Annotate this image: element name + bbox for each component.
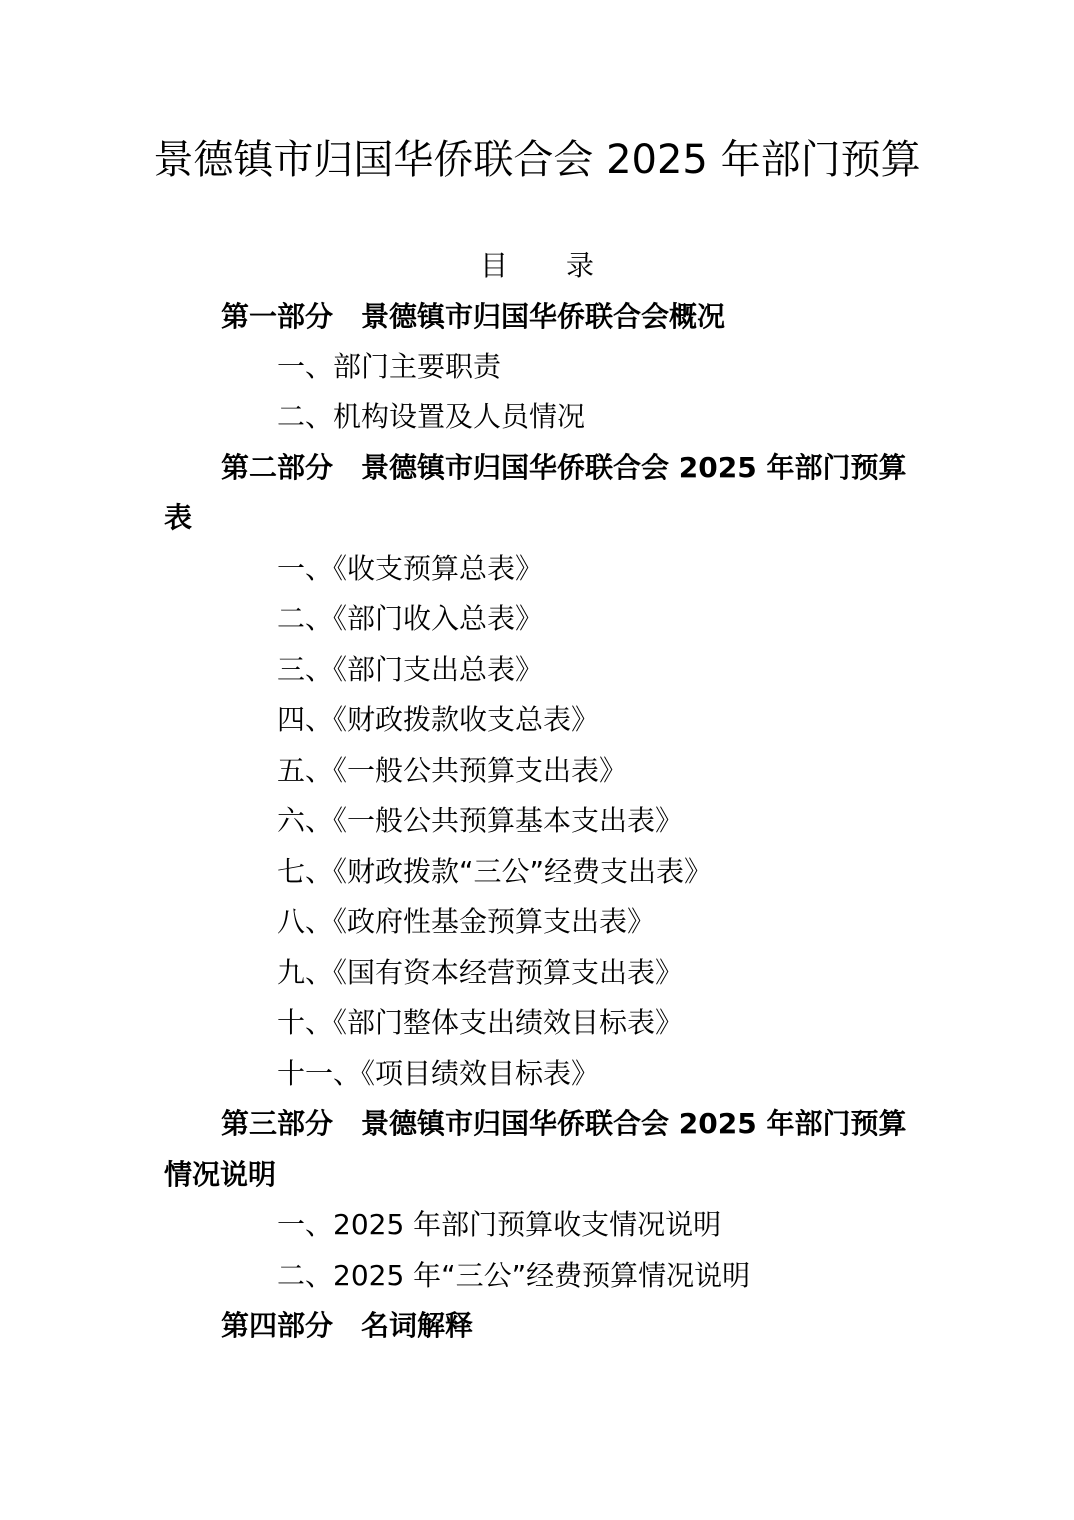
document-title: 景德镇市归国华侨联合会 2025 年部门预算 — [153, 137, 921, 183]
toc-item-3-1: 一、2025 年部门预算收支情况说明 — [277, 1208, 722, 1241]
toc-part-2-label: 第二部分 — [221, 451, 334, 484]
toc-item-2-8: 八、《政府性基金预算支出表》 — [277, 905, 656, 938]
toc-item-1-1: 一、部门主要职责 — [277, 350, 502, 383]
toc-item-2-11: 十一、《项目绩效目标表》 — [277, 1057, 600, 1090]
toc-part-3-label: 第三部分 — [221, 1107, 334, 1140]
toc-part-3-text: 景德镇市归国华侨联合会 2025 年部门预算 — [361, 1107, 907, 1140]
toc-part-4-label: 第四部分 — [221, 1309, 334, 1342]
toc-item-2-2: 二、《部门收入总表》 — [277, 602, 544, 635]
toc-part-1-label: 第一部分 — [221, 300, 334, 333]
toc-item-2-1: 一、《收支预算总表》 — [277, 552, 544, 585]
toc-item-2-10: 十、《部门整体支出绩效目标表》 — [277, 1006, 684, 1039]
toc-part-3-continuation: 情况说明 — [164, 1158, 277, 1191]
toc-item-2-4: 四、《财政拨款收支总表》 — [277, 703, 600, 736]
toc-part-4-text: 名词解释 — [361, 1309, 474, 1342]
toc-item-2-9: 九、《国有资本经营预算支出表》 — [277, 956, 684, 989]
toc-part-1-text: 景德镇市归国华侨联合会概况 — [361, 300, 726, 333]
toc-heading: 目录 — [479, 249, 652, 282]
toc-item-2-3: 三、《部门支出总表》 — [277, 653, 544, 686]
toc-item-2-6: 六、《一般公共预算基本支出表》 — [277, 804, 684, 837]
toc-item-2-5: 五、《一般公共预算支出表》 — [277, 754, 628, 787]
toc-part-4 — [221, 1306, 473, 1346]
toc-item-2-7: 七、《财政拨款“三公”经费支出表》 — [277, 855, 713, 888]
toc-part-2 — [221, 448, 906, 488]
toc-item-1-2: 二、机构设置及人员情况 — [277, 400, 586, 433]
toc-part-2-continuation: 表 — [164, 501, 193, 534]
toc-item-3-2: 二、2025 年“三公”经费预算情况说明 — [277, 1259, 751, 1292]
toc-part-3 — [221, 1104, 906, 1144]
toc-part-2-text: 景德镇市归国华侨联合会 2025 年部门预算 — [361, 451, 907, 484]
toc-part-1 — [221, 297, 725, 337]
